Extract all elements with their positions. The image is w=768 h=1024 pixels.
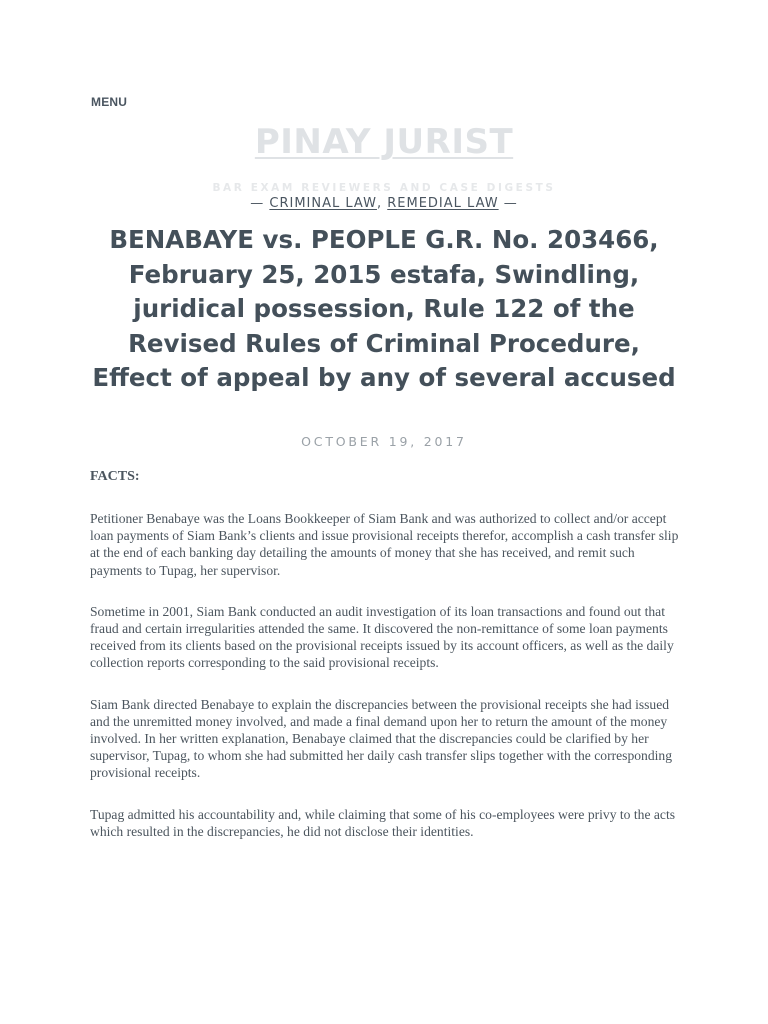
categories-separator: , xyxy=(376,196,383,211)
site-tagline: BAR EXAM REVIEWERS AND CASE DIGESTS xyxy=(212,182,556,194)
menu-button[interactable]: MENU xyxy=(91,95,128,109)
categories-suffix-dash: — xyxy=(503,196,518,211)
paragraph: Petitioner Benabaye was the Loans Bookkeeper of Siam Bank and was authorized to collect and/or accept loan payments of Siam Bank’s clients and issue provisional receipts therefor, accomplish a cash transfer slip at the end of each banking day detailing the amounts of money that she has received, and remit such payments to Tupag, her supervisor. xyxy=(90,511,679,578)
paragraph: Siam Bank directed Benabaye to explain the discrepancies between the provisional receipts she had issued and the unremitted money involved, and made a final demand upon her to return the amount of the money involved. In her written explanation, Benabaye claimed that the discrepancies could be clarified by her supervisor, Tupag, to whom she had submitted her daily cash transfer slips together with the corresponding provisional receipts. xyxy=(90,696,673,781)
post-date: OCTOBER 19, 2017 xyxy=(301,434,467,449)
categories-prefix-dash: — xyxy=(250,196,265,211)
paragraph: Tupag admitted his accountability and, while claiming that some of his co-employees were privy to the acts which resulted in the discrepancies, he did not disclose their identities. xyxy=(90,806,676,839)
post-content xyxy=(90,468,682,864)
section-heading-facts: FACTS: xyxy=(90,469,140,484)
post-title: BENABAYE vs. PEOPLE G.R. No. 203466, February 25, 2015 estafa, Swindling, juridical possession, Rule 122 of the Revised Rules of Criminal Procedure, Effect of appeal by any of several accused xyxy=(92,225,676,392)
category-link-remedial-law[interactable]: REMEDIAL LAW xyxy=(387,196,499,211)
category-link-criminal-law[interactable]: CRIMINAL LAW xyxy=(269,196,377,211)
post-categories xyxy=(0,196,768,211)
site-title-link[interactable]: PINAY JURIST xyxy=(254,122,514,162)
paragraph: Sometime in 2001, Siam Bank conducted an audit investigation of its loan transactions and found out that fraud and certain irregularities attended the same. It discovered the non-remittance of some loan payments received from its clients based on the provisional receipts issued by its account officers, as well as the daily collection reports corresponding to the said provisional receipts. xyxy=(90,603,674,671)
